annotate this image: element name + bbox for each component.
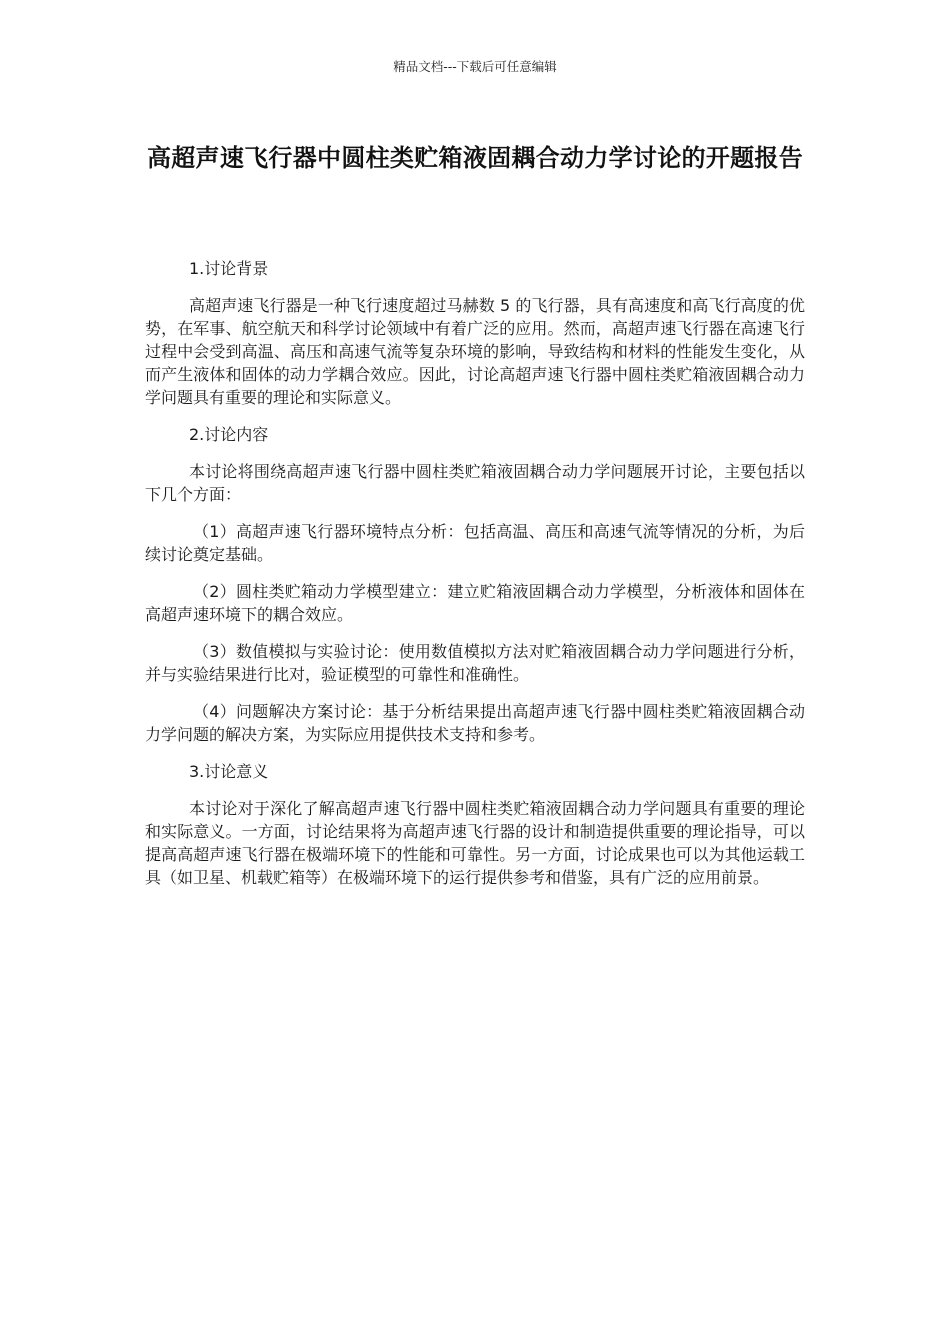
section-heading: 2.讨论内容 [189, 425, 269, 444]
list-item: （4）问题解决方案讨论：基于分析结果提出高超声速飞行器中圆柱类贮箱液固耦合动力学问题的解决方案，为实际应用提供技术支持和参考。 [145, 702, 805, 744]
section-paragraph: 本讨论对于深化了解高超声速飞行器中圆柱类贮箱液固耦合动力学问题具有重要的理论和实际意义。一方面，讨论结果将为高超声速飞行器的设计和制造提供重要的理论指导，可以提高高超声速飞行器在极端环境下的性能和可靠性。另一方面，讨论成果也可以为其他运载工具（如卫星、机载贮箱等）在极端环境下的运行提供参考和借鉴，具有广泛的应用前景。 [145, 799, 805, 887]
section-heading: 1.讨论背景 [189, 259, 269, 278]
document-title: 高超声速飞行器中圆柱类贮箱液固耦合动力学讨论的开题报告 [146, 144, 804, 172]
section-content [145, 423, 805, 746]
list-item: （3）数值模拟与实验讨论：使用数值模拟方法对贮箱液固耦合动力学问题进行分析，并与实验结果进行比对，验证模型的可靠性和准确性。 [145, 642, 805, 684]
list-item: （1）高超声速飞行器环境特点分析：包括高温、高压和高速气流等情况的分析，为后续讨论奠定基础。 [145, 522, 805, 564]
section-paragraph: 高超声速飞行器是一种飞行速度超过马赫数 5 的飞行器，具有高速度和高飞行高度的优势，在军事、航空航天和科学讨论领域中有着广泛的应用。然而，高超声速飞行器在高速飞行过程中会受到高温、高压和高速气流等复杂环境的影响，导致结构和材料的性能发生变化，从而产生液体和固体的动力学耦合效应。因此，讨论高超声速飞行器中圆柱类贮箱液固耦合动力学问题具有重要的理论和实际意义。 [145, 296, 805, 407]
document-body [145, 257, 805, 903]
section-heading: 3.讨论意义 [189, 762, 269, 781]
section-paragraph: 本讨论将围绕高超声速飞行器中圆柱类贮箱液固耦合动力学问题展开讨论，主要包括以下几个方面： [145, 462, 805, 504]
page-header-note: 精品文档---下载后可任意编辑 [393, 59, 557, 74]
list-item: （2）圆柱类贮箱动力学模型建立：建立贮箱液固耦合动力学模型，分析液体和固体在高超声速环境下的耦合效应。 [145, 582, 805, 624]
section-significance [145, 760, 805, 889]
section-background [145, 257, 805, 409]
